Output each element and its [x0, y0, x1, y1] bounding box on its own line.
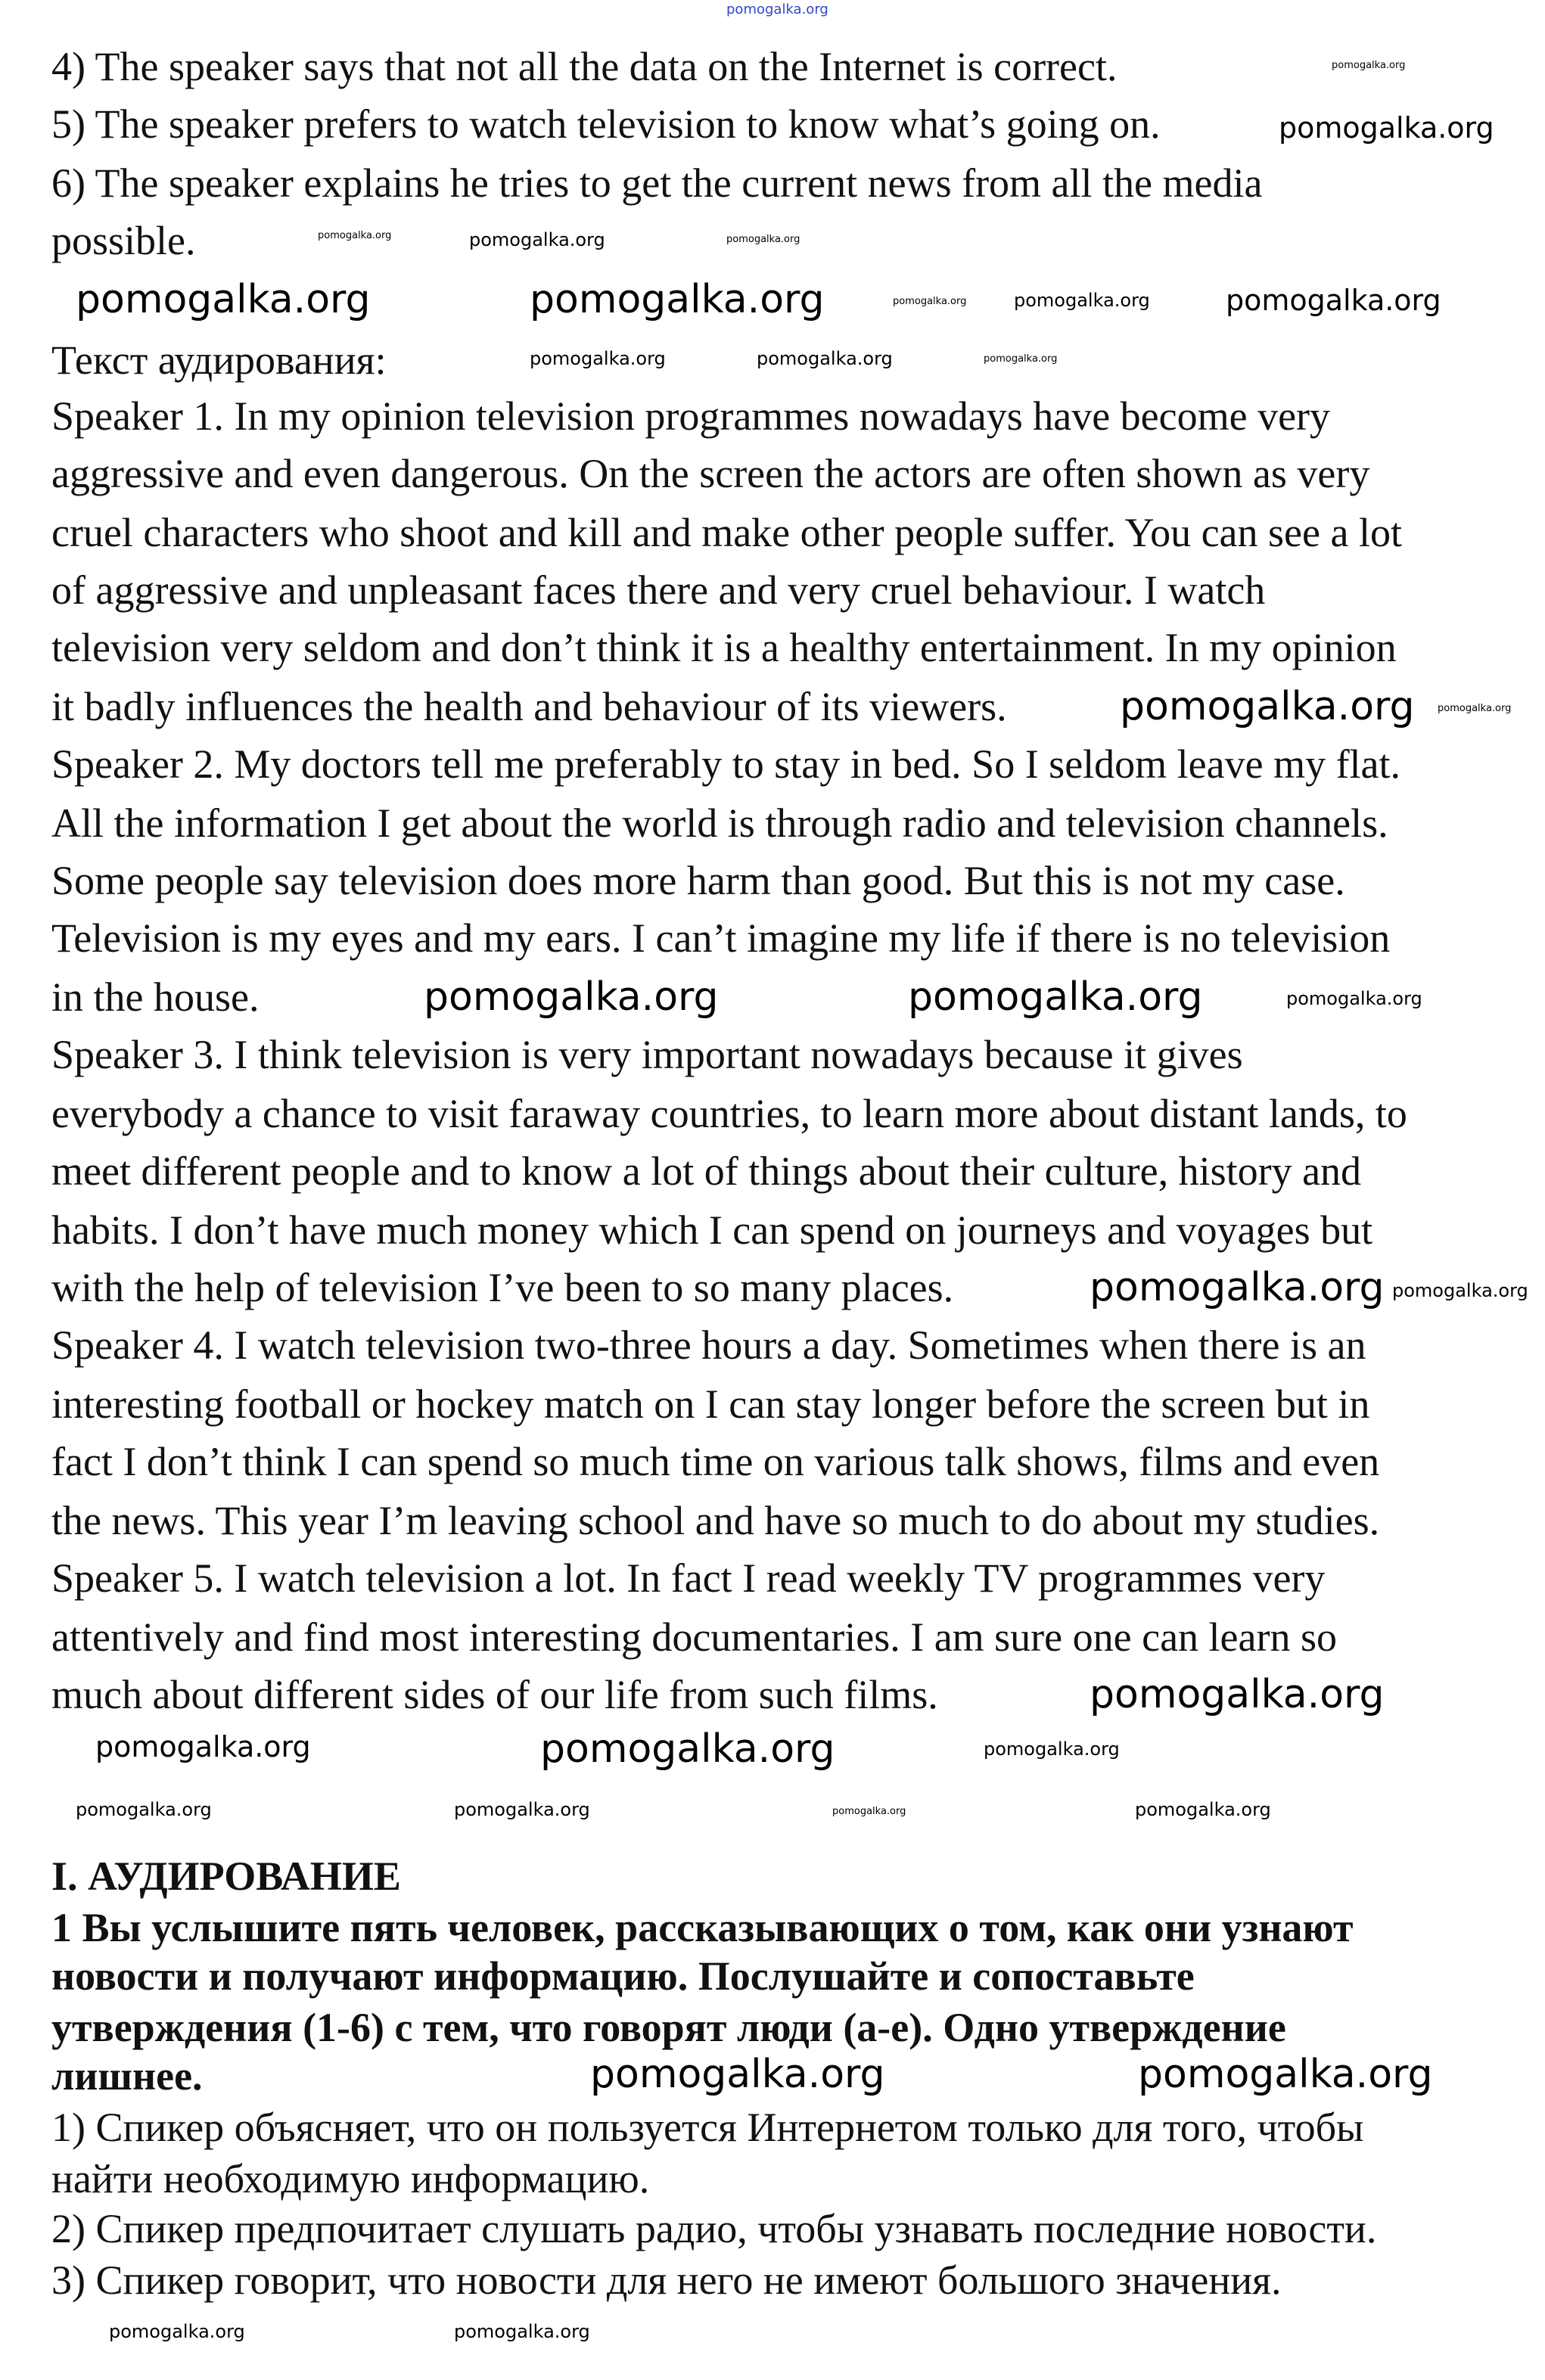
watermark: pomogalka.org [76, 277, 371, 322]
statement-6: 6) The speaker explains he tries to get the current news from all the media [51, 160, 1263, 206]
transcript-line: with the help of television I’ve been to so many places. [51, 1265, 954, 1310]
statement-ru-3: 3) Спикер говорит, что новости для него не имеют большого значения. [51, 2257, 1282, 2303]
task-line: новости и получают информацию. Послушайте и сопоставьте [51, 1953, 1195, 1999]
watermark: pomogalka.org [95, 1730, 311, 1763]
watermark: pomogalka.org [109, 2321, 245, 2342]
task-line: утверждения (1-6) с тем, что говорят люди (a-e). Одно утверждение [51, 2005, 1286, 2050]
watermark: pomogalka.org [757, 348, 893, 369]
watermark: pomogalka.org [318, 230, 392, 241]
transcript-title: Текст аудирования: [51, 337, 387, 383]
statement-5: 5) The speaker prefers to watch television to know what’s going on. [51, 101, 1161, 147]
transcript-line: habits. I don’t have much money which I can spend on journeys and voyages but [51, 1207, 1373, 1253]
watermark: pomogalka.org [530, 277, 825, 322]
section-title: I. АУДИРОВАНИЕ [51, 1853, 401, 1899]
transcript-line: television very seldom and don’t think it is a healthy entertainment. In my opinion [51, 625, 1397, 670]
watermark: pomogalka.org [454, 2321, 590, 2342]
transcript-line: everybody a chance to visit faraway countries, to learn more about distant lands, to [51, 1091, 1407, 1136]
transcript-line: Some people say television does more harm than good. But this is not my case. [51, 858, 1345, 903]
transcript-line: much about different sides of our life from such films. [51, 1672, 938, 1717]
transcript-line: of aggressive and unpleasant faces there and very cruel behaviour. I watch [51, 567, 1266, 613]
watermark: pomogalka.org [424, 974, 719, 1020]
watermark: pomogalka.org [984, 1738, 1120, 1760]
transcript-line: Speaker 4. I watch television two-three hours a day. Sometimes when there is an [51, 1322, 1366, 1368]
transcript-line: Speaker 1. In my opinion television programmes nowadays have become very [51, 393, 1331, 439]
statement-ru-1-cont: найти необходимую информацию. [51, 2156, 650, 2201]
statement-6-cont: possible. [51, 218, 196, 263]
watermark: pomogalka.org [1438, 703, 1512, 714]
watermark: pomogalka.org [1332, 60, 1406, 71]
watermark: pomogalka.org [1120, 684, 1415, 729]
watermark: pomogalka.org [1090, 1265, 1385, 1310]
transcript-line: Speaker 2. My doctors tell me preferably to stay in bed. So I seldom leave my flat. [51, 741, 1401, 787]
watermark: pomogalka.org [1135, 1799, 1271, 1820]
transcript-line: Speaker 3. I think television is very important nowadays because it gives [51, 1032, 1243, 1077]
statement-ru-2: 2) Спикер предпочитает слушать радио, чтобы узнавать последние новости. [51, 2206, 1377, 2251]
watermark: pomogalka.org [530, 348, 666, 369]
task-line: 1 Вы услышите пять человек, рассказывающих о том, как они узнают [51, 1905, 1354, 1950]
transcript-line: Speaker 5. I watch television a lot. In fact I read weekly TV programmes very [51, 1555, 1326, 1601]
watermark: pomogalka.org [893, 296, 967, 307]
watermark: pomogalka.org [1014, 290, 1150, 311]
watermark: pomogalka.org [590, 2052, 885, 2097]
transcript-line: fact I don’t think I can spend so much time on various talk shows, films and even [51, 1439, 1380, 1484]
watermark: pomogalka.org [726, 234, 800, 245]
watermark: pomogalka.org [1279, 111, 1494, 144]
transcript-line: the news. This year I’m leaving school and have so much to do about my studies. [51, 1498, 1380, 1543]
watermark: pomogalka.org [1090, 1672, 1385, 1717]
watermark: pomogalka.org [1286, 988, 1422, 1009]
watermark: pomogalka.org [1392, 1280, 1528, 1301]
statement-ru-1: 1) Спикер объясняет, что он пользуется Интернетом только для того, чтобы [51, 2105, 1364, 2150]
watermark: pomogalka.org [469, 229, 605, 250]
watermark: pomogalka.org [984, 353, 1058, 365]
watermark: pomogalka.org [726, 2, 828, 17]
transcript-line: attentively and find most interesting documentaries. I am sure one can learn so [51, 1614, 1337, 1660]
transcript-line: aggressive and even dangerous. On the screen the actors are often shown as very [51, 451, 1370, 496]
transcript-line: meet different people and to know a lot of things about their culture, history and [51, 1148, 1362, 1194]
watermark: pomogalka.org [1138, 2052, 1433, 2097]
watermark: pomogalka.org [832, 1806, 906, 1817]
watermark: pomogalka.org [454, 1799, 590, 1820]
watermark: pomogalka.org [908, 974, 1203, 1020]
transcript-line: interesting football or hockey match on I can stay longer before the screen but in [51, 1381, 1370, 1427]
watermark: pomogalka.org [540, 1726, 835, 1772]
transcript-line: it badly influences the health and behaviour of its viewers. [51, 684, 1007, 729]
watermark: pomogalka.org [1226, 284, 1441, 317]
statement-4: 4) The speaker says that not all the data on the Internet is correct. [51, 44, 1118, 89]
watermark: pomogalka.org [76, 1799, 212, 1820]
transcript-line: cruel characters who shoot and kill and make other people suffer. You can see a lot [51, 510, 1402, 555]
task-line: лишнее. [51, 2053, 203, 2099]
transcript-line: Television is my eyes and my ears. I can’t imagine my life if there is no television [51, 915, 1391, 961]
transcript-line: All the information I get about the world is through radio and television channels. [51, 800, 1388, 846]
transcript-line: in the house. [51, 974, 260, 1020]
